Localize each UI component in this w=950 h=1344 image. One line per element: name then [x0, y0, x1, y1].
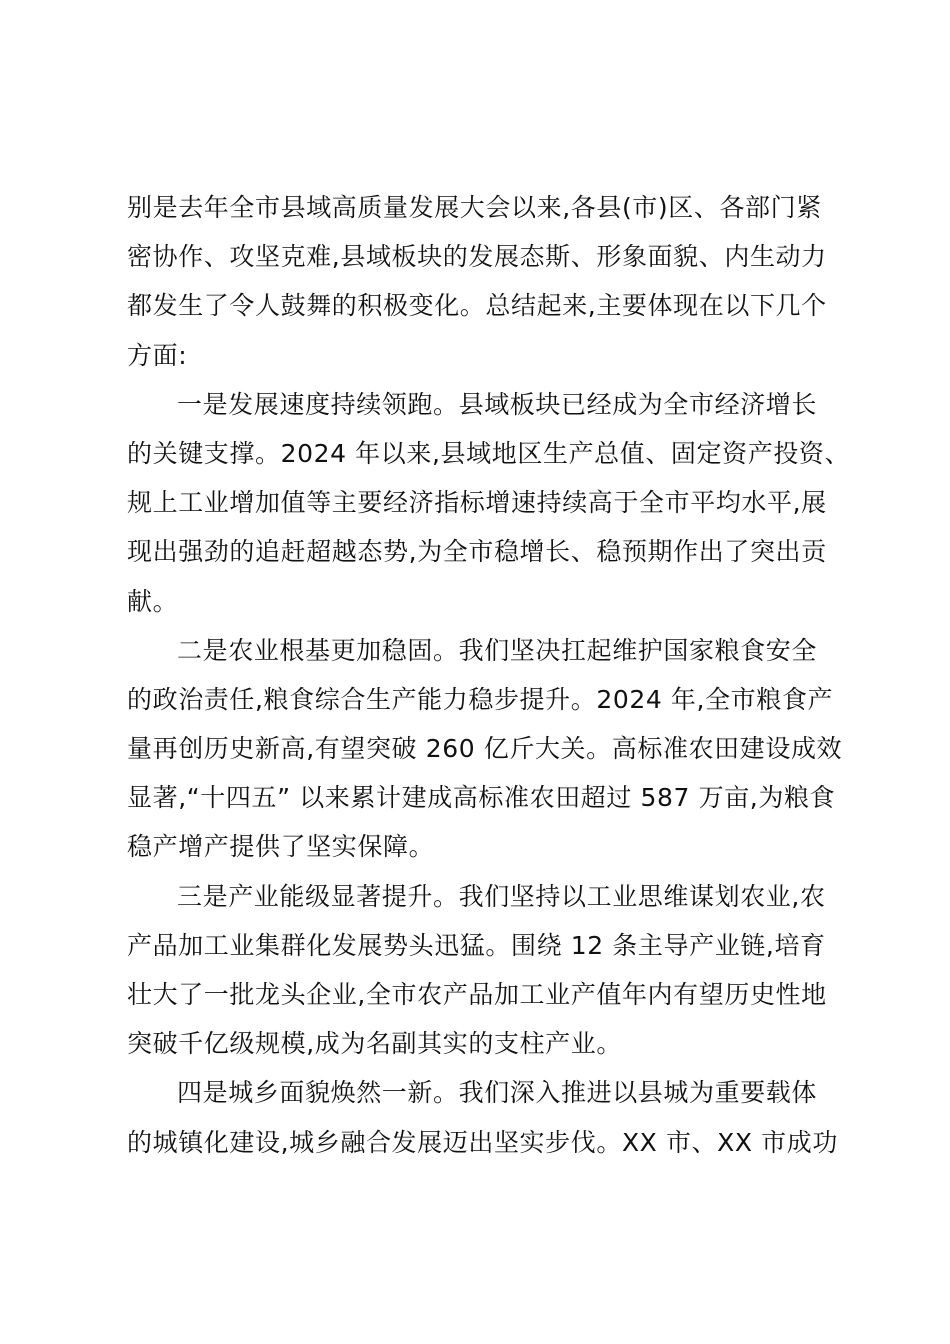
text-line: 现出强劲的追赶超越态势,为全市稳增长、稳预期作出了突出贡 — [127, 537, 827, 567]
text-line: 稳产增产提供了坚实保障。 — [127, 832, 435, 862]
paragraph-development-speed — [127, 380, 851, 626]
text-line: 二是农业根基更加稳固。我们坚决扛起维护国家粮食安全 — [177, 635, 818, 665]
text-line: 壮大了一批龙头企业,全市农产品加工业产值年内有望历史性地 — [127, 980, 827, 1009]
text-line: 的城镇化建设,城乡融合发展迈出坚实步伐。XX 市、XX 市成功 — [127, 1127, 838, 1157]
text-line: 规上工业增加值等主要经济指标增速持续高于全市平均水平,展 — [127, 488, 827, 518]
text-line: 密协作、攻坚克难,县域板块的发展态斯、形象面貌、内生动力 — [127, 242, 827, 272]
text-line: 显著,“十四五” 以来累计建成高标准农田超过 587 万亩,为粮食 — [127, 783, 836, 813]
paragraph-urban-rural — [127, 1068, 837, 1166]
paragraph-intro — [127, 183, 837, 380]
text-line: 突破千亿级规模,成为名副其实的支柱产业。 — [127, 1029, 622, 1059]
text-line: 的关键支撑。2024 年以来,县域地区生产总值、固定资产投资、 — [127, 438, 851, 468]
text-line: 三是产业能级显著提升。我们坚持以工业思维谋划农业,农 — [177, 881, 826, 911]
text-line: 献。 — [127, 586, 179, 616]
paragraph-agriculture — [127, 626, 843, 872]
text-line: 四是城乡面貌焕然一新。我们深入推进以县城为重要载体 — [177, 1078, 818, 1108]
text-line: 产品加工业集群化发展势头迅猛。围绕 12 条主导产业链,培育 — [127, 930, 826, 960]
text-line: 方面: — [127, 340, 188, 370]
text-line: 一是发展速度持续领跑。县域板块已经成为全市经济增长 — [177, 389, 818, 419]
text-line: 量再创历史新高,有望突破 260 亿斤大关。高标准农田建设成效 — [127, 734, 843, 764]
paragraph-industry — [127, 872, 837, 1069]
text-line: 都发生了令人鼓舞的积极变化。总结起来,主要体现在以下几个 — [127, 291, 827, 321]
text-line: 别是去年全市县域高质量发展大会以来,各县(市)区、各部门紧 — [127, 193, 822, 222]
text-line: 的政治责任,粮食综合生产能力稳步提升。2024 年,全市粮食产 — [127, 684, 834, 714]
document-body — [127, 183, 851, 1167]
